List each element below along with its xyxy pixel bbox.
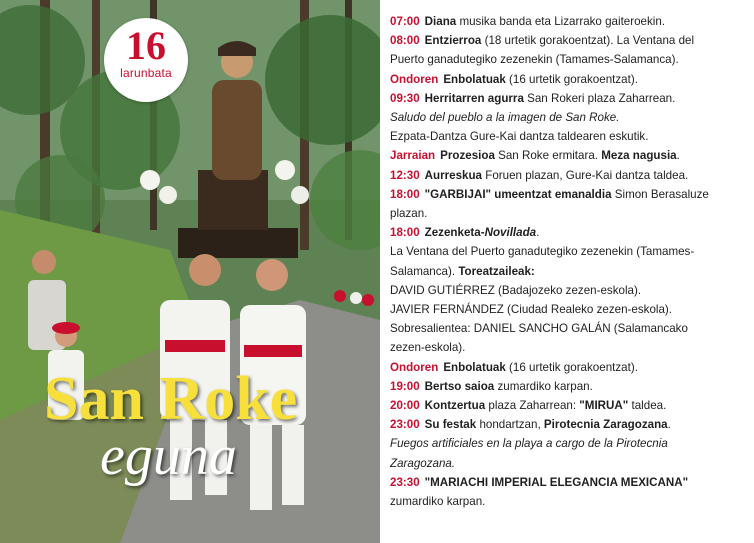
entry-text: Simon Berasaluze bbox=[611, 187, 709, 201]
entry-paragraph: DAVID GUTIÉRREZ (Badajozeko zezen-eskola). bbox=[390, 283, 642, 297]
schedule-entry bbox=[390, 223, 748, 242]
entry-translation: Saludo del pueblo a la imagen de San Roke. bbox=[390, 111, 620, 125]
entry-title: Aurreskua bbox=[424, 168, 483, 182]
entry-text: San Roke ermitara. bbox=[494, 149, 602, 163]
entry-text: plaza Zaharrean: bbox=[485, 399, 580, 413]
schedule-entry bbox=[390, 89, 748, 108]
entry-time: 23:00 bbox=[390, 418, 420, 432]
entry-time: 08:00 bbox=[390, 34, 420, 48]
schedule-entry bbox=[390, 473, 748, 492]
entry-text-2: . bbox=[676, 149, 680, 163]
entry-title: Zezenketa- bbox=[424, 226, 485, 240]
schedule-entry bbox=[390, 415, 748, 434]
entry-paragraph: JAVIER FERNÁNDEZ (Ciudad Realeko zezen-eskola). bbox=[390, 303, 672, 317]
schedule-entry bbox=[390, 166, 748, 185]
entry-time: 18:00 bbox=[390, 187, 420, 201]
schedule-entry bbox=[390, 185, 748, 204]
schedule-entry bbox=[390, 31, 748, 50]
entry-title: Diana bbox=[424, 15, 457, 28]
entry-title-italic: Novillada bbox=[484, 226, 537, 240]
entry-time: 09:30 bbox=[390, 91, 420, 105]
entry-paragraph: Sobresalientea: DANIEL SANCHO GALÁN (Salamancako bbox=[390, 322, 688, 336]
entry-time: 19:00 bbox=[390, 379, 420, 393]
entry-text: musika banda eta Lizarrako gaiteroekin. bbox=[456, 15, 666, 28]
entry-title: Entzierroa bbox=[424, 34, 482, 48]
entry-text: . bbox=[536, 226, 540, 240]
entry-time: 20:00 bbox=[390, 399, 420, 413]
entry-title: Enbolatuak bbox=[443, 72, 506, 86]
entry-time: 07:00 bbox=[390, 15, 420, 28]
entry-text: (16 urtetik gorakoentzat). bbox=[505, 72, 638, 86]
entry-continuation: zumardiko karpan. bbox=[390, 495, 486, 509]
poster-title: San Roke bbox=[44, 365, 298, 433]
entry-translation: Zaragozana. bbox=[390, 456, 456, 470]
schedule-entry bbox=[390, 358, 748, 377]
entry-text: hondartzan, bbox=[476, 418, 544, 432]
entry-paragraph bbox=[390, 262, 748, 281]
date-badge bbox=[104, 18, 188, 102]
entry-title: Enbolatuak bbox=[443, 360, 506, 374]
schedule-entry bbox=[390, 377, 748, 396]
entry-title: Kontzertua bbox=[424, 399, 486, 413]
entry-title: Herritarren agurra bbox=[424, 91, 524, 105]
poster-subtitle: eguna bbox=[100, 425, 237, 487]
entry-text-2: . bbox=[667, 418, 671, 432]
entry-paragraph-heading: Toreatzaileak: bbox=[458, 264, 535, 278]
entry-continuation: plazan. bbox=[390, 207, 428, 221]
entry-text: (18 urtetik gorakoentzat). La Ventana del bbox=[481, 34, 695, 48]
entry-continuation: Puerto ganadutegiko zezenekin (Tamames-Salamanca). bbox=[390, 53, 679, 67]
entry-title-2: Pirotecnia Zaragozana bbox=[543, 418, 668, 432]
entry-title: Prozesioa bbox=[440, 149, 495, 163]
entry-paragraph-text: Salamanca). bbox=[390, 264, 459, 278]
schedule-entry bbox=[390, 396, 748, 415]
entry-time: Ondoren bbox=[390, 72, 439, 86]
entry-title: Bertso saioa bbox=[424, 379, 495, 393]
entry-time: Ondoren bbox=[390, 360, 439, 374]
entry-text: Foruen plazan, Gure-Kai dantza taldea. bbox=[482, 168, 689, 182]
entry-text: (16 urtetik gorakoentzat). bbox=[505, 360, 638, 374]
entry-paragraph: La Ventana del Puerto ganadutegiko zezenekin (Tamames- bbox=[390, 245, 695, 259]
event-schedule bbox=[390, 12, 748, 537]
date-weekday: larunbata bbox=[120, 66, 172, 80]
entry-translation: Fuegos artificiales en la playa a cargo de la Pirotecnia bbox=[390, 437, 668, 451]
entry-title: "MARIACHI IMPERIAL ELEGANCIA MEXICANA" bbox=[424, 475, 689, 489]
entry-text: zumardiko karpan. bbox=[494, 379, 593, 393]
entry-extra: Ezpata-Dantza Gure-Kai dantza taldearen eskutik. bbox=[390, 130, 649, 144]
entry-title: Su festak bbox=[424, 418, 477, 432]
schedule-entry bbox=[390, 70, 748, 89]
schedule-entry bbox=[390, 146, 748, 165]
entry-title-2: Meza nagusia bbox=[601, 149, 677, 163]
entry-time: 23:30 bbox=[390, 475, 420, 489]
entry-time: Jarraian bbox=[390, 149, 436, 163]
entry-title: "GARBIJAI" umeentzat emanaldia bbox=[424, 187, 612, 201]
entry-time: 18:00 bbox=[390, 226, 420, 240]
entry-text-2: taldea. bbox=[628, 399, 667, 413]
entry-title-2: "MIRUA" bbox=[579, 399, 629, 413]
entry-time: 12:30 bbox=[390, 168, 420, 182]
date-day-number: 16 bbox=[126, 23, 166, 68]
entry-paragraph: zezen-eskola). bbox=[390, 341, 466, 355]
entry-text: San Rokeri plaza Zaharrean. bbox=[523, 91, 676, 105]
schedule-entry bbox=[390, 12, 748, 31]
